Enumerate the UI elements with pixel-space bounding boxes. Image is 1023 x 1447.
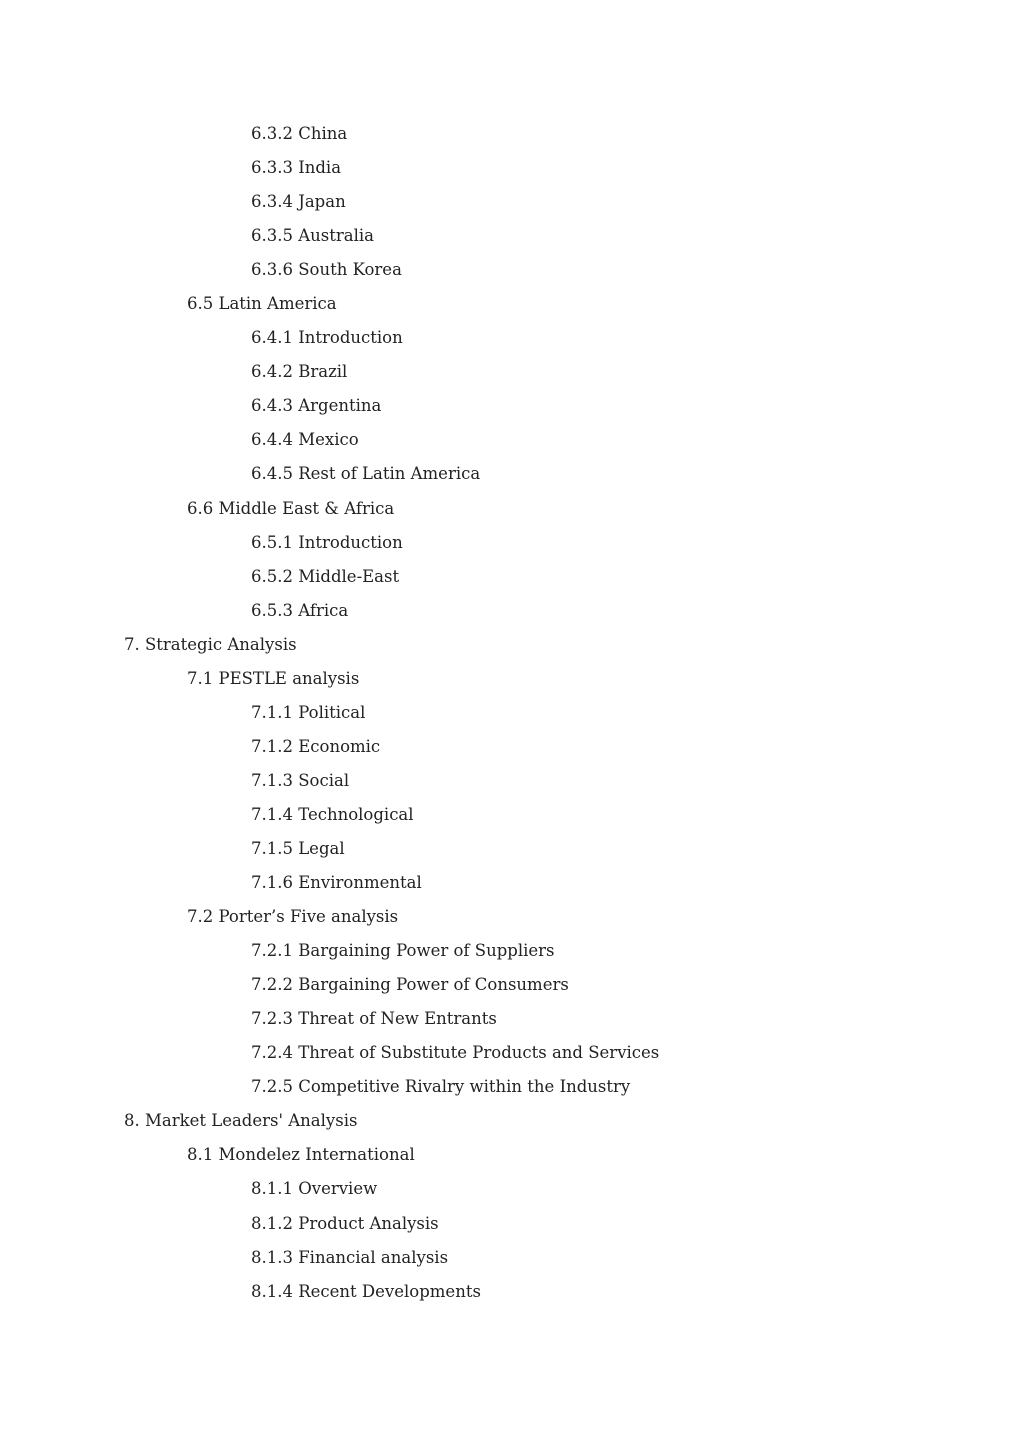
toc-subsection: 8.1.4 Recent Developments <box>251 1281 481 1301</box>
toc-subsection: 7.2.2 Bargaining Power of Consumers <box>251 975 569 995</box>
toc-section: 7.1 PESTLE analysis <box>187 668 360 688</box>
toc-subsection: 7.2.4 Threat of Substitute Products and Services <box>251 1043 660 1063</box>
toc-chapter: 7. Strategic Analysis <box>124 634 297 654</box>
toc-subsection: 6.3.2 China <box>251 124 348 143</box>
toc-subsection: 6.4.4 Mexico <box>251 430 359 450</box>
table-of-contents <box>0 122 1023 1314</box>
toc-subsection: 6.3.3 India <box>251 158 342 178</box>
toc-subsection: 6.4.3 Argentina <box>251 396 382 416</box>
toc-subsection: 6.5.2 Middle-East <box>251 566 400 586</box>
toc-subsection: 6.4.2 Brazil <box>251 362 348 382</box>
toc-subsection: 8.1.1 Overview <box>251 1179 378 1199</box>
toc-chapter: 8. Market Leaders' Analysis <box>124 1111 358 1131</box>
toc-section: 6.6 Middle East & Africa <box>187 498 395 518</box>
toc-section: 6.5 Latin America <box>187 294 337 314</box>
toc-subsection: 7.1.5 Legal <box>251 838 345 858</box>
toc-subsection: 8.1.3 Financial analysis <box>251 1247 449 1267</box>
toc-subsection: 6.3.4 Japan <box>251 192 346 212</box>
toc-subsection: 6.3.5 Australia <box>251 226 374 246</box>
toc-subsection: 6.5.3 Africa <box>251 600 349 620</box>
toc-subsection: 7.1.2 Economic <box>251 736 381 756</box>
toc-subsection: 7.2.3 Threat of New Entrants <box>251 1009 497 1029</box>
toc-subsection: 7.2.1 Bargaining Power of Suppliers <box>251 941 555 961</box>
toc-subsection: 6.5.1 Introduction <box>251 532 403 552</box>
toc-subsection: 7.1.3 Social <box>251 770 350 790</box>
toc-section: 8.1 Mondelez International <box>187 1145 415 1165</box>
toc-subsection: 6.3.6 South Korea <box>251 260 402 280</box>
toc-section: 7.2 Porter’s Five analysis <box>187 907 399 927</box>
toc-subsection: 7.1.4 Technological <box>251 804 414 824</box>
toc-subsection: 7.1.6 Environmental <box>251 873 422 893</box>
toc-subsection: 8.1.2 Product Analysis <box>251 1213 439 1233</box>
toc-subsection: 6.4.5 Rest of Latin America <box>251 464 481 484</box>
toc-subsection: 7.1.1 Political <box>251 702 366 722</box>
toc-subsection: 7.2.5 Competitive Rivalry within the Industry <box>251 1077 631 1097</box>
toc-subsection: 6.4.1 Introduction <box>251 328 403 348</box>
